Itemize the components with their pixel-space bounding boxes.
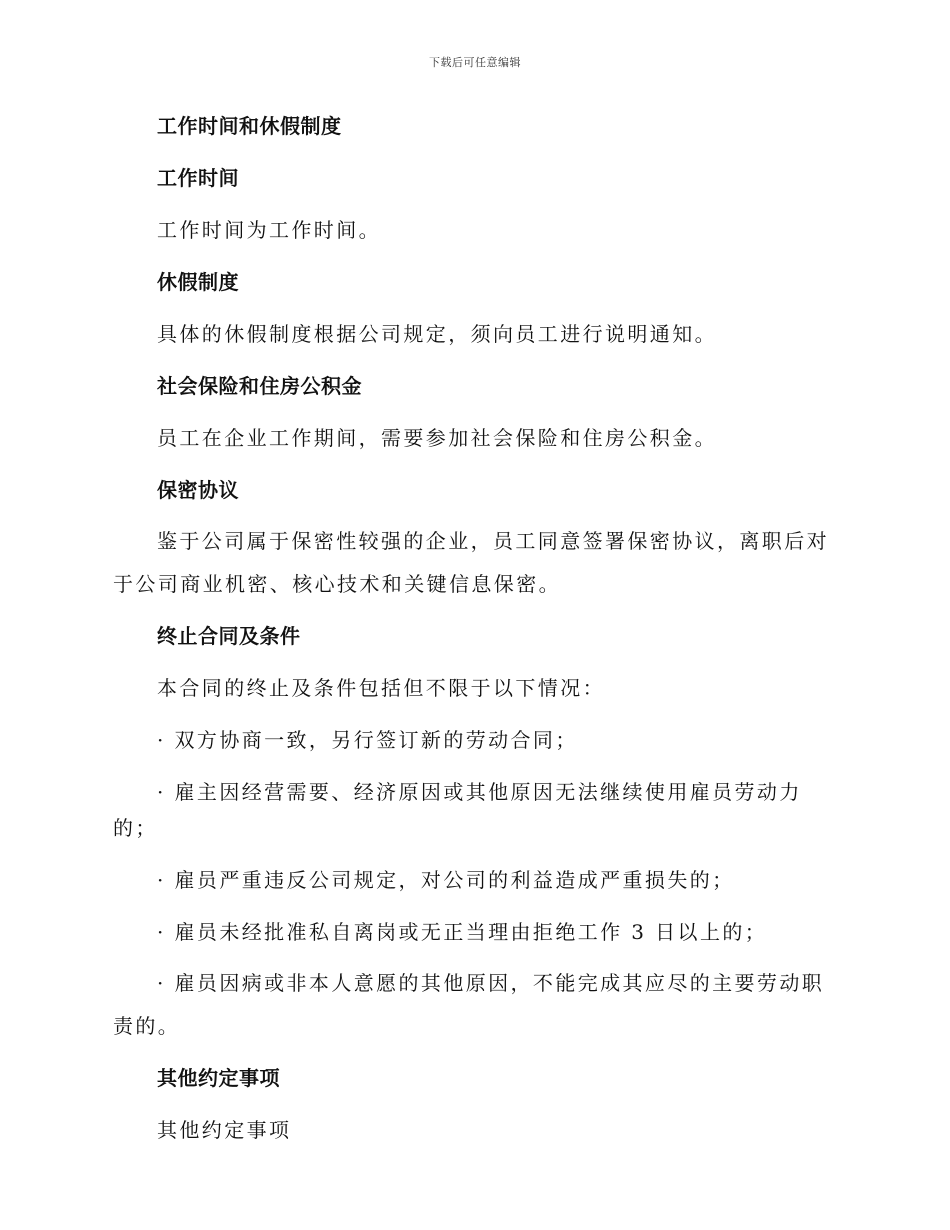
heading-other-terms: 其他约定事项 xyxy=(157,1066,280,1090)
paragraph-termination-intro: 本合同的终止及条件包括但不限于以下情况： xyxy=(157,676,605,700)
heading-work-time-and-leave: 工作时间和休假制度 xyxy=(157,114,342,138)
paragraph-social-insurance: 员工在企业工作期间，需要参加社会保险和住房公积金。 xyxy=(157,426,717,450)
heading-confidentiality: 保密协议 xyxy=(157,478,239,502)
heading-work-time: 工作时间 xyxy=(157,166,239,190)
list-item-serious-violation: · 雇员严重违反公司规定，对公司的利益造成严重损失的； xyxy=(157,868,735,892)
heading-social-insurance: 社会保险和住房公积金 xyxy=(157,374,362,398)
paragraph-other-terms: 其他约定事项 xyxy=(157,1118,292,1142)
list-item-employer-reasons: · 雇主因经营需要、经济原因或其他原因无法继续使用雇员劳动力的； xyxy=(113,780,802,840)
paragraph-work-time: 工作时间为工作时间。 xyxy=(157,218,381,242)
paragraph-confidentiality: 鉴于公司属于保密性较强的企业，员工同意签署保密协议，离职后对于公司商业机密、核心技术和关键信息保密。 xyxy=(113,529,829,596)
list-item-illness-inability: · 雇员因病或非本人意愿的其他原因，不能完成其应尽的主要劳动职责的。 xyxy=(113,971,825,1038)
list-item-unauthorized-absence: · 雇员未经批准私自离岗或无正当理由拒绝工作 3 日以上的； xyxy=(157,920,768,944)
heading-leave-policy: 休假制度 xyxy=(157,270,239,294)
document-body xyxy=(113,108,843,1164)
page-header-note: 下载后可任意编辑 xyxy=(429,56,521,69)
heading-termination: 终止合同及条件 xyxy=(157,624,301,648)
list-item-mutual-agreement: · 双方协商一致，另行签订新的劳动合同； xyxy=(157,728,578,752)
paragraph-leave-policy: 具体的休假制度根据公司规定，须向员工进行说明通知。 xyxy=(157,322,717,346)
